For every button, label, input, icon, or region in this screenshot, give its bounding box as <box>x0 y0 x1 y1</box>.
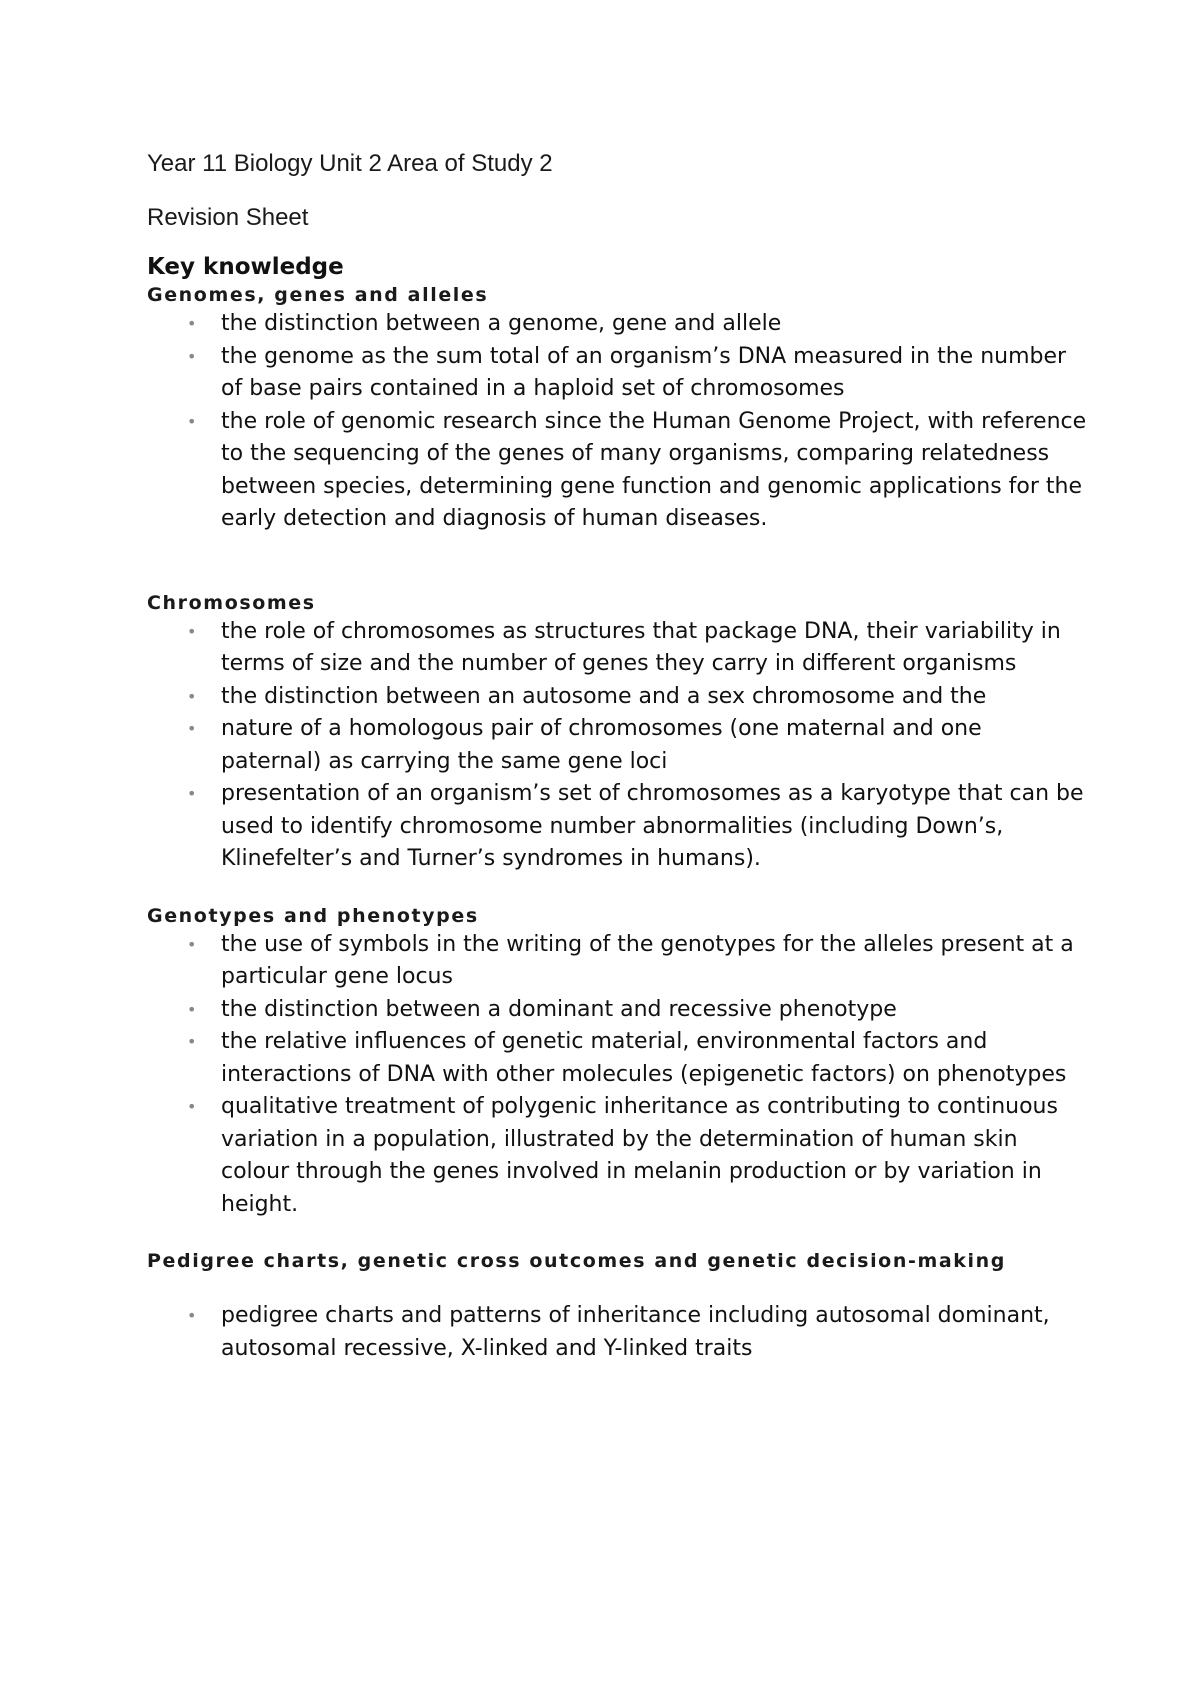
bullet-icon: • <box>187 719 197 738</box>
list-item-text: the relative influences of genetic material, environmental factors and interactions of DNA with other molecules (epigenetic factors) on phenotypes <box>221 1029 1067 1087</box>
list-item <box>147 713 1087 778</box>
key-knowledge-heading: Key knowledge <box>147 254 344 280</box>
list-item-text: nature of a homologous pair of chromosomes (one maternal and one paternal) as carrying the same gene loci <box>221 716 982 774</box>
section-heading-pedigree: Pedigree charts, genetic cross outcomes and genetic decision-making <box>147 1250 1006 1272</box>
list-item <box>147 778 1087 876</box>
bullet-icon: • <box>187 999 197 1019</box>
bullet-icon: • <box>187 346 197 366</box>
list-item <box>147 308 1087 341</box>
bullet-icon: • <box>187 621 197 641</box>
list-item-text: the role of chromosomes as structures that package DNA, their variability in terms of size and the number of genes they carry in different organisms <box>221 618 1061 676</box>
section-list-chromosomes <box>147 616 1087 876</box>
spacer <box>147 1274 1087 1300</box>
list-item-text: the use of symbols in the writing of the genotypes for the alleles present at a particular gene locus <box>221 931 1074 989</box>
list-item-text: the genome as the sum total of an organism’s DNA measured in the number of base pairs contained in a haploid set of chromosomes <box>221 343 1067 401</box>
list-item-text: the distinction between an autosome and a sex chromosome and the <box>221 683 987 709</box>
list-item <box>147 341 1087 406</box>
list-item-text: the distinction between a genome, gene and allele <box>221 311 782 336</box>
section-list-genotypes <box>147 929 1087 1222</box>
section-heading-chromosomes: Chromosomes <box>147 591 316 614</box>
list-item-text: the distinction between a dominant and recessive phenotype <box>221 996 897 1022</box>
list-item <box>147 406 1087 536</box>
spacer <box>147 1221 1087 1248</box>
section-heading-genotypes: Genotypes and phenotypes <box>147 904 479 927</box>
bullet-icon: • <box>187 1097 197 1116</box>
list-item <box>147 616 1087 681</box>
document-title: Year 11 Biology Unit 2 Area of Study 2 <box>147 150 553 177</box>
list-item-text: pedigree charts and patterns of inheritance including autosomal dominant, autosomal recessive, X-linked and Y-linked traits <box>221 1303 1050 1361</box>
list-item <box>147 929 1087 994</box>
document-body <box>147 252 1087 1365</box>
list-item-text: presentation of an organism’s set of chromosomes as a karyotype that can be used to identify chromosome number abnormalities (including Down’s, Klinefelter’s and Turner’s syndromes in humans). <box>221 781 1084 871</box>
bullet-icon: • <box>187 686 197 706</box>
section-heading-genomes: Genomes, genes and alleles <box>147 284 489 306</box>
list-item <box>147 1091 1087 1221</box>
list-item <box>147 994 1087 1027</box>
list-item <box>147 1026 1087 1091</box>
section-list-pedigree <box>147 1300 1087 1365</box>
bullet-icon: • <box>187 1032 197 1051</box>
spacer <box>147 876 1087 903</box>
list-item <box>147 681 1087 714</box>
list-item-text: the role of genomic research since the Human Genome Project, with reference to the sequencing of the genes of many organisms, comparing relatedness between species, determining gene function and genomic applications for the early detection and diagnosis of human diseases. <box>221 408 1087 531</box>
spacer <box>147 536 1087 590</box>
section-list-genomes <box>147 308 1087 536</box>
list-item <box>147 1300 1087 1365</box>
bullet-icon: • <box>187 1306 197 1325</box>
bullet-icon: • <box>187 411 197 431</box>
document-subtitle: Revision Sheet <box>147 204 309 231</box>
bullet-icon: • <box>187 934 197 954</box>
list-item-text: qualitative treatment of polygenic inheritance as contributing to continuous variation in a population, illustrated by the determination of human skin colour through the genes involved in melanin production or by variation in height. <box>221 1094 1058 1217</box>
bullet-icon: • <box>187 314 197 333</box>
bullet-icon: • <box>187 784 197 803</box>
